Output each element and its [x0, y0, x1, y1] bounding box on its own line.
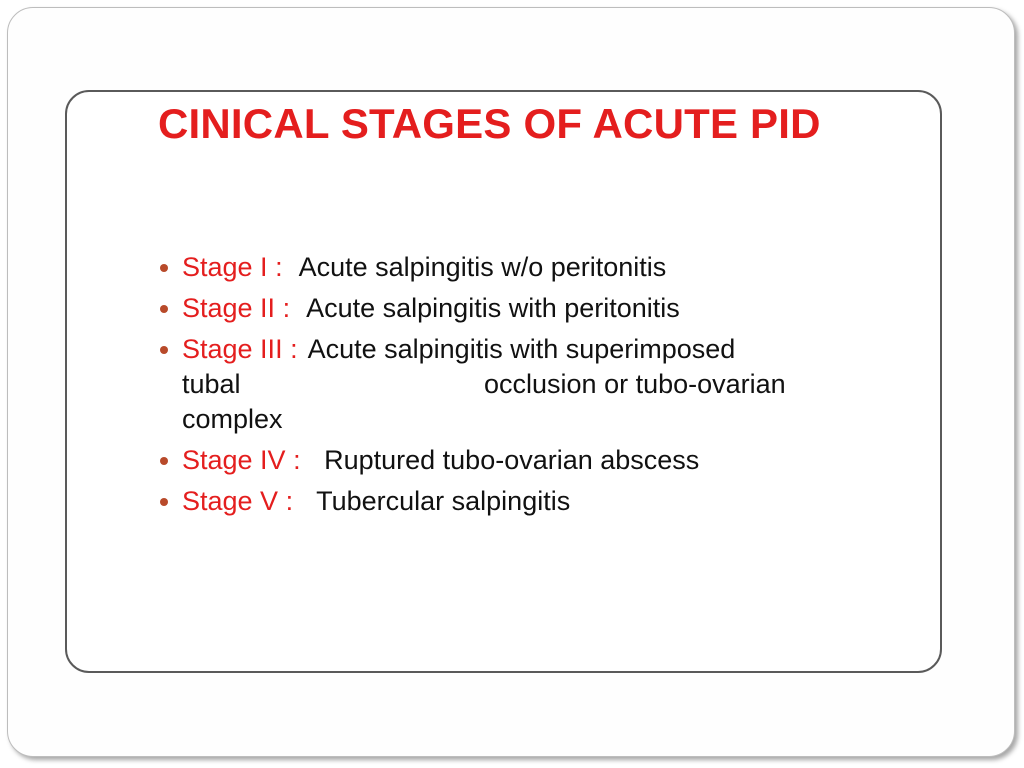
bullet-icon	[160, 498, 168, 506]
list-item-stage-3	[160, 332, 880, 437]
stage-description: Acute salpingitis with superimposed	[307, 334, 736, 364]
slide-title: CINICAL STAGES OF ACUTE PID	[158, 100, 821, 147]
stage-description: Tubercular salpingitis	[316, 486, 571, 516]
list-item-stage-5	[160, 484, 880, 519]
stage-label: Stage I :	[182, 252, 283, 282]
stage-label: Stage V :	[182, 486, 294, 516]
list-item-stage-4	[160, 443, 880, 478]
stage-list	[160, 250, 880, 525]
stage-description: Ruptured tubo-ovarian abscess	[324, 445, 700, 475]
list-item-stage-2	[160, 291, 880, 326]
bullet-icon	[160, 457, 168, 465]
stage-description-line-2	[182, 367, 880, 402]
stage-label: Stage III :	[182, 334, 298, 364]
stage-description-right: occlusion or tubo-ovarian	[484, 369, 786, 399]
stage-description-left: tubal	[182, 369, 241, 399]
stage-label: Stage IV :	[182, 445, 301, 475]
stage-label: Stage II :	[182, 293, 291, 323]
bullet-icon	[160, 305, 168, 313]
bullet-icon	[160, 264, 168, 272]
stage-description-line-3: complex	[182, 404, 283, 434]
bullet-icon	[160, 346, 168, 354]
list-item-stage-1	[160, 250, 880, 285]
stage-description: Acute salpingitis w/o peritonitis	[298, 252, 667, 282]
stage-description: Acute salpingitis with peritonitis	[306, 293, 680, 323]
